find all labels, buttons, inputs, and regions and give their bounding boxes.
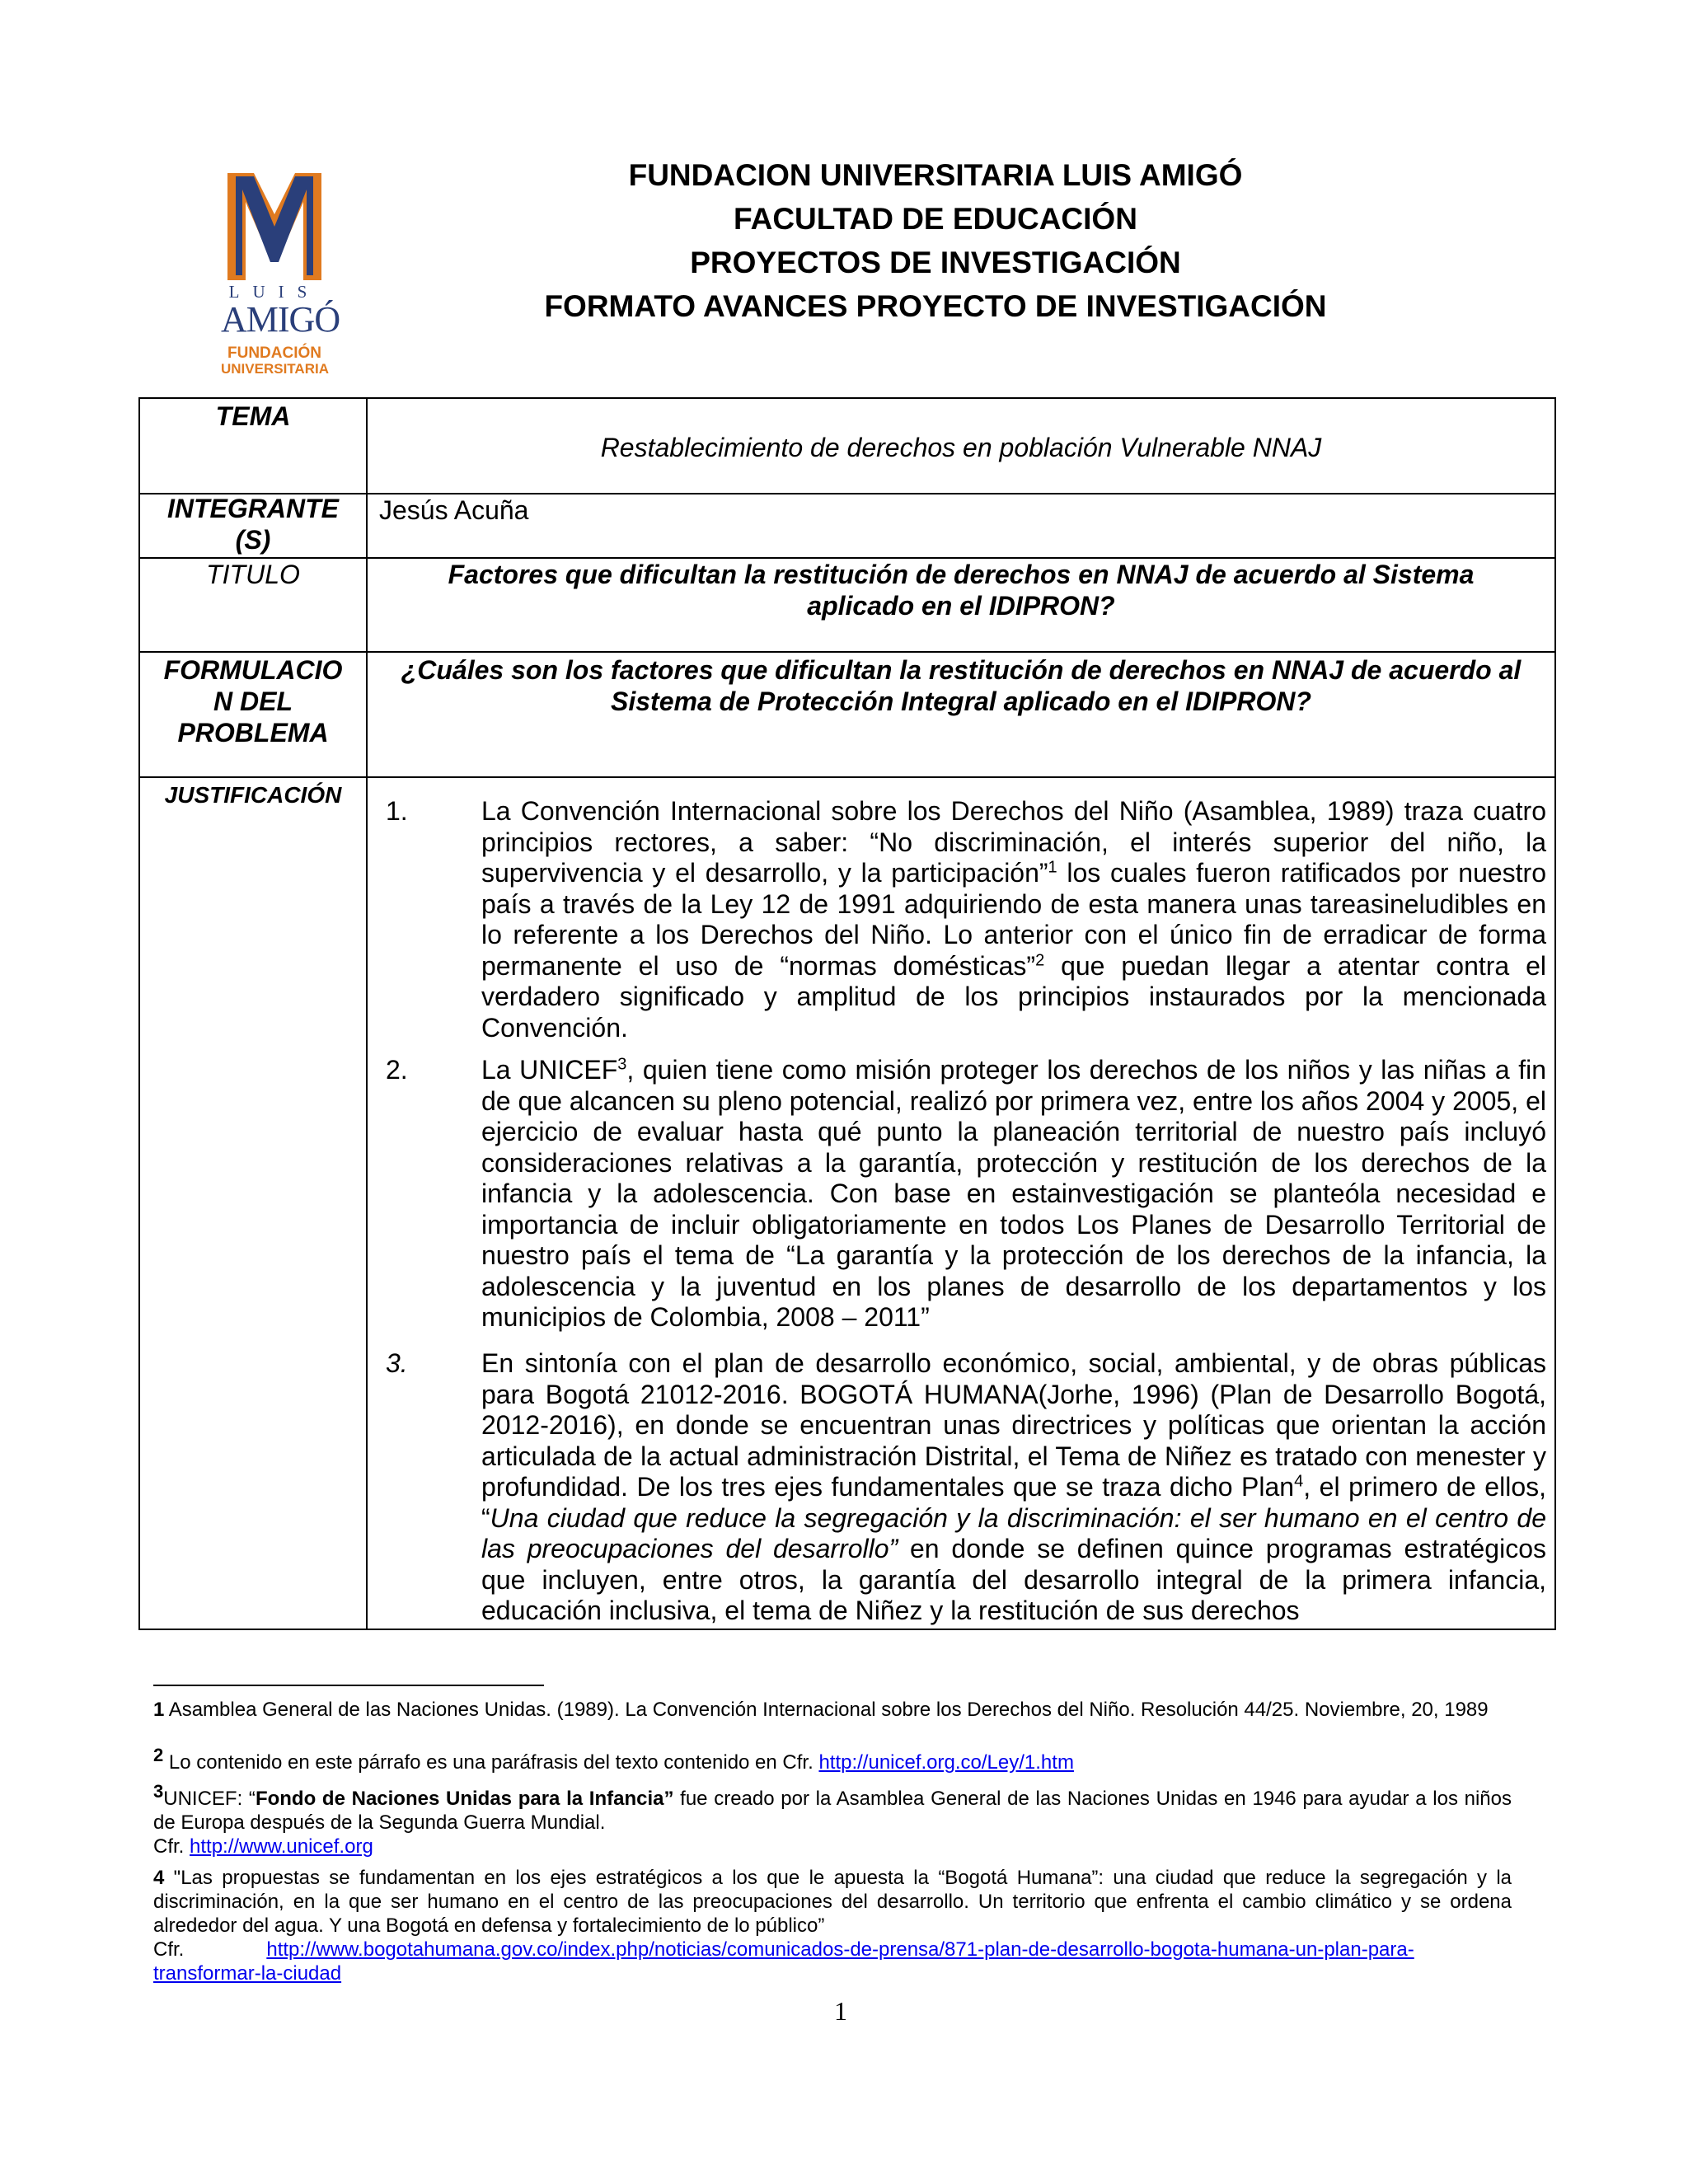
footnote-ref-1: 1 [1048, 858, 1057, 877]
logo-emblem-icon [221, 165, 328, 288]
footnote-2-text: Lo contenido en este párrafo es una paráfrasis del texto contenido en Cfr. [163, 1751, 819, 1774]
titulo-value-line-1: Factores que dificultan la restitución de derechos en NNAJ de acuerdo al Sistema [448, 560, 1475, 589]
footnote-ref-2: 2 [1035, 950, 1045, 969]
footnote-3-text-b: fue creado por la Asamblea General de las Naciones Unidas en 1946 para ayudar a los niños de Europa después de la Segunda Guerra Mundial. [153, 1788, 1512, 1834]
footnote-3 [153, 1781, 1512, 1858]
footnote-2 [153, 1745, 1512, 1774]
formulacion-label-line-2: N DEL [213, 687, 293, 716]
footnote-4 [153, 1866, 1512, 1985]
footnote-ref-4: 4 [1294, 1472, 1304, 1491]
logo-fundacion: FUNDACIÓN [227, 344, 321, 362]
item-text [481, 1348, 1546, 1627]
item-1-text-b: los cuales fueron ratificados por nuestro país a través de la Ley 12 de 1991 adquiriendo de esta manera unas tareasineludibles en lo referente a los Derechos del Niño. Lo anterior con el único fin de erradicar de forma permanente el uso de “normas domésticas” [481, 858, 1546, 981]
footnote-4-cfr: Cfr. [153, 1938, 185, 1961]
header-line-1: FUNDACION UNIVERSITARIA LUIS AMIGÓ [628, 158, 1243, 192]
footnote-3-number: 3 [153, 1781, 164, 1802]
row-divider-titulo [140, 651, 1554, 653]
item-text [481, 1055, 1546, 1333]
header-line-4: FORMATO AVANCES PROYECTO DE INVESTIGACIÓN [544, 289, 1327, 323]
footnote-ref-3: 3 [617, 1055, 627, 1074]
tema-label: TEMA [215, 401, 291, 431]
item-number: 2. [386, 1055, 408, 1085]
item-3-text-c: en donde se definen quince programas estratégicos que incluyen, entre otros, la garantía del desarrollo integral de la primera infancia, educación inclusiva, el tema de Niñez y la restitución de sus derechos [481, 1534, 1547, 1625]
formulacion-label-line-1: FORMULACIO [163, 655, 343, 685]
footnote-3-link[interactable]: http://www.unicef.org [190, 1835, 373, 1858]
titulo-value [368, 559, 1554, 621]
item-2-text-b: , quien tiene como misión proteger los derechos de los niños y las niñas a fin de que alcancen su pleno potencial, realizó por primera vez, entre los años 2004 y 2005, el ejercicio de evaluar hasta qué punto la planeación territorial de nuestro país incluyó consideraciones relativas a la garantía, protección y restitución de los derechos de la infancia y la adolescencia. Con base en estainvestigación se planteóla necesidad e importancia de incluir obligatoriamente en todos Los Planes de Desarrollo Territorial de nuestro país el tema de “La garantía y la protección de los derechos de la infancia, la adolescencia y la juventud en los planes de desarrollo de los departamentos y los municipios de Colombia, 2008 – 2011” [481, 1055, 1547, 1332]
footnote-2-number: 2 [153, 1745, 164, 1765]
item-1-text-c: que puedan llegar a atentar contra el verdadero significado y amplitud de los principios instaurados por la mencionada Convención. [481, 950, 1547, 1043]
integrante-label [140, 493, 366, 555]
project-table [138, 397, 1556, 1630]
logo-amigo: AMIGÓ [221, 299, 340, 340]
item-3-text-italic: Una ciudad que reduce la segregación y la discriminación: el ser humano en el centro de las preocupaciones del desarrollo” [481, 1502, 1546, 1563]
justificacion-label: JUSTIFICACIÓN [164, 782, 342, 808]
formulacion-label-line-3: PROBLEMA [177, 718, 329, 748]
formulacion-label [140, 654, 366, 748]
formulacion-value-line-2: Sistema de Protección Integral aplicado en el IDIPRON? [611, 687, 1311, 716]
item-3-text-a: En sintonía con el plan de desarrollo económico, social, ambiental, y de obras públicas para Bogotá 21012-2016. BOGOTÁ HUMANA(Jorhe, 1996) (Plan de Desarrollo Bogotá, 2012-2016), en donde se encuentran unas directrices y políticas que orientan la acción articulada de la actual administración Distrital, el Tema de Niñez es tratado con menester y profundidad. De los tres ejes fundamentales que se traza dicho Plan [481, 1348, 1546, 1502]
integrante-label-line-1: INTEGRANTE [167, 494, 339, 523]
footnote-3-text-a: UNICEF: “ [163, 1788, 256, 1810]
footnote-1 [153, 1698, 1512, 1722]
page-number: 1 [834, 1996, 847, 2026]
integrante-value: Jesús Acuña [379, 495, 529, 525]
integrante-label-line-2: (S) [235, 525, 271, 555]
titulo-value-line-2: aplicado en el IDIPRON? [807, 591, 1115, 621]
item-1-text-a: La Convención Internacional sobre los Derechos del Niño (Asamblea, 1989) traza cuatro principios rectores, a saber: “No discriminación, el interés superior del niño, la supervivencia y el desarrollo, y la participación” [481, 796, 1546, 888]
university-logo [221, 165, 340, 386]
footnote-2-link[interactable]: http://unicef.org.co/Ley/1.htm [818, 1751, 1074, 1774]
item-3-text-b: , el primero de ellos, “ [481, 1472, 1547, 1533]
formulacion-value [368, 654, 1554, 717]
footnote-1-text: Asamblea General de las Naciones Unidas. (1989). La Convención Internacional sobre los Derechos del Niño. Resolución 44/25. Noviembre, 20, 1989 [164, 1699, 1489, 1721]
document-header [462, 153, 1409, 328]
footnote-3-bold: Fondo de Naciones Unidas para la Infancia” [255, 1788, 674, 1810]
item-number: 1. [386, 796, 408, 826]
header-line-2: FACULTAD DE EDUCACIÓN [734, 202, 1137, 236]
tema-value: Restablecimiento de derechos en población Vulnerable NNAJ [600, 433, 1322, 462]
logo-universitaria: UNIVERSITARIA [221, 361, 329, 377]
footnote-4-text: "Las propuestas se fundamentan en los ejes estratégicos a los que le apuesta la “Bogotá Humana”: una ciudad que reduce la segregación y la discriminación, en la que ser humano en el centro de las preocupaciones del desarrollo. Un territorio que enfrenta el cambio climático y se ordena alrededor del agua. Y una Bogotá en defensa y fortalecimiento de lo público” [153, 1867, 1512, 1937]
row-divider-formulacion [140, 776, 1554, 778]
titulo-label: TITULO [206, 560, 300, 589]
item-text [481, 796, 1546, 1043]
footnote-separator [153, 1685, 544, 1686]
footnote-4-number: 4 [153, 1867, 165, 1889]
footnote-1-number: 1 [153, 1699, 165, 1721]
item-number: 3. [386, 1348, 408, 1378]
footnote-3-cfr: Cfr. [153, 1835, 190, 1858]
formulacion-value-line-1: ¿Cuáles son los factores que dificultan la restitución de derechos en NNAJ de acuerdo al [401, 655, 1522, 685]
logo-luis: LUIS [228, 282, 321, 302]
footnote-4-link[interactable]: http://www.bogotahumana.gov.co/index.php/noticias/comunicados-de-prensa/871-plan-de-desarrollo-bogota-humana-un-plan-para-transformar-la-ciudad [153, 1938, 1414, 1985]
item-2-text-a: La UNICEF [481, 1055, 618, 1085]
header-line-3: PROYECTOS DE INVESTIGACIÓN [690, 246, 1181, 279]
